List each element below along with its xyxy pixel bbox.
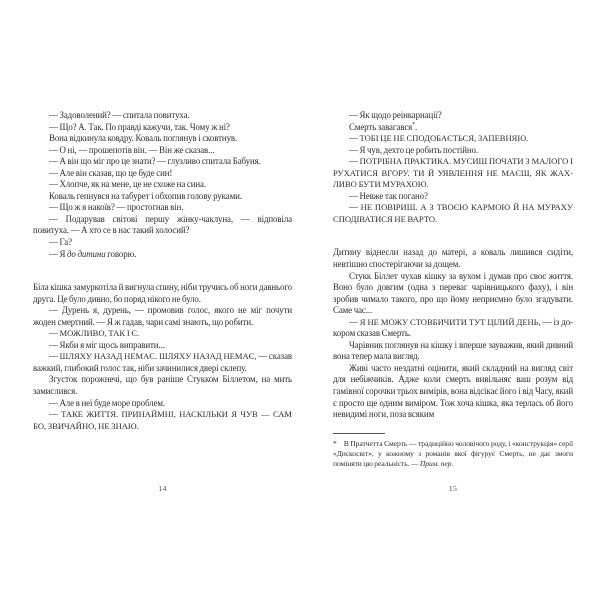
paragraph: — Я чув, дехто це робить постійно. bbox=[349, 144, 478, 155]
paragraph: — Невже так погано? bbox=[349, 190, 428, 201]
paragraph: — Хлопче, як на мене, це не схоже на сина. bbox=[49, 179, 206, 190]
paragraph: — Як щодо реінкарнації? bbox=[349, 110, 442, 120]
footnote-rule bbox=[333, 433, 385, 434]
paragraph: — ШЛЯХУ НАЗАД НЕМАЄ. ШЛЯХУ НАЗАД НЕМАЄ, — сказав важкий, глибокий голос так, ніби зачинилися двері склепу. bbox=[33, 351, 293, 373]
paragraph: — МОЖЛИВО, ТАК І Є. bbox=[49, 328, 140, 339]
paragraph: Смерть завагався*. bbox=[349, 121, 418, 132]
paragraph: — Що? А. Так. По правді кажучи, так. Чому ж ні? bbox=[49, 121, 230, 132]
paragraph: — Задоволений? — спитала повитуха. bbox=[49, 110, 190, 120]
paragraph: — Дурень я, дурень, — промовив голос, якого не міг почути жоден смертний. — Я ж гадав, чари самі знають, що робити. bbox=[33, 305, 292, 327]
paragraph: Згусток порожнечі, що був раніше Стукком Біллетом, на мить замислився. bbox=[33, 374, 292, 397]
paragraph: — А він що міг про це знати? — глузливо спитала Бабуня. bbox=[49, 156, 261, 167]
footnote bbox=[333, 433, 573, 470]
paragraph: Стукк Біллет чухав кішку за вухом і думав про своє життя. Воно було довгим (одна з переваг чарівницького фаху), і він зробив чимало такого, про що йому неприємно було згадувати. Саме час... bbox=[333, 270, 573, 316]
paragraph: Дитину віднесли назад до матері, а коваль лишився сидіти, невтішно спостерігаючи за дощем. bbox=[333, 247, 573, 270]
paragraph: — ТОБІ ЦЕ НЕ СПОДОБАЄТЬСЯ, ЗАПЕВНЯЮ. bbox=[349, 133, 529, 144]
paragraph: — Я до дитини говорю. bbox=[49, 248, 137, 259]
footnote-body: В Пратчетта Смерть — традиційно чоловічого роду, і «конструкція» серії «Дискосвіт», у кожному з романів якої фігурує Смерть, не дає змоги поміняти цю реальність. — Прим. пер. bbox=[333, 438, 573, 469]
paragraph: Чарівник поглянув на кішку і вперше зауважив, який дивний вона тепер мала вигляд. bbox=[333, 339, 573, 362]
page-number-left: 14 bbox=[158, 484, 167, 493]
paragraph: — НЕ ПОВІРИШ. А З ТВОЄЮ КАРМОЮ Й НА МУРАХУ СПОДІВАТИСЯ НЕ ВАРТО. bbox=[333, 202, 573, 224]
paragraph: — Подарував світові першу жінку-чаклуна, — відповіла повитуха. — А хто се в нас такий холосий? bbox=[33, 213, 292, 236]
paragraph: Біла кішка замуркотіла й вигнула спину, ніби тручись об ноги давнього друга. Це було дивно, бо поряд нікого не було. bbox=[33, 282, 292, 304]
footnote-text bbox=[333, 439, 573, 470]
page-right[interactable] bbox=[333, 110, 573, 594]
paragraph: — ПОТРІБНА ПРАКТИКА. МУСИШ ПОЧАТИ З МАЛОГО І РУХАТИСЯ ВГОРУ. ТИ Й УЯВЛЕННЯ НЕ МАЄШ, ЯК ЖАХЛИВО БУТИ МУРАХОЮ. bbox=[333, 156, 573, 190]
paragraph: Вона відкинула ковдру. Коваль поглянув і сковтнув. bbox=[49, 133, 238, 144]
paragraph: — О ні, — прошепотів він. — Він же сказав... bbox=[49, 144, 215, 155]
paragraph: Коваль гепнувся на табурет і обхопив голову руками. bbox=[49, 190, 242, 201]
page-number-right: 15 bbox=[448, 484, 458, 493]
footnote-marker: * bbox=[333, 438, 337, 448]
page-left-text bbox=[33, 110, 292, 432]
page-left[interactable] bbox=[33, 110, 292, 594]
paragraph: — Га? bbox=[49, 237, 72, 248]
paragraph: — Але в неї буде море проблем. bbox=[49, 397, 165, 408]
paragraph: Живі часто нездатні оцінити, який складний на вигляд світ для небіжчиків. Адже коли смерть вивільняє ваш розум від гамівної сорочки трьох вимірів, вона відсікає його і від Часу, який є просто ще одним виміром. Тож хоча кішка, яка терлась об його невидимі ноги, поза всяким bbox=[333, 362, 573, 420]
page-right-text bbox=[333, 110, 573, 421]
paragraph: — Якби я міг щось виправити... bbox=[49, 339, 165, 350]
paragraph: — Я НЕ МОЖУ СТОВБИЧИТИ ТУТ ЦІЛИЙ ДЕНЬ, — із докором сказав Смерть. bbox=[333, 316, 574, 339]
paragraph: — Але він сказав, що це буде син! bbox=[49, 167, 173, 178]
paragraph: — Що ж я накоїв? — простогнав він. bbox=[49, 202, 184, 213]
paragraph: — ТАКЕ ЖИТТЯ. ПРИНАЙМНІ, НАСКІЛЬКИ Я ЧУВ — САМ БО, ЗВИЧАЙНО, НЕ ЗНАЮ. bbox=[33, 409, 293, 431]
